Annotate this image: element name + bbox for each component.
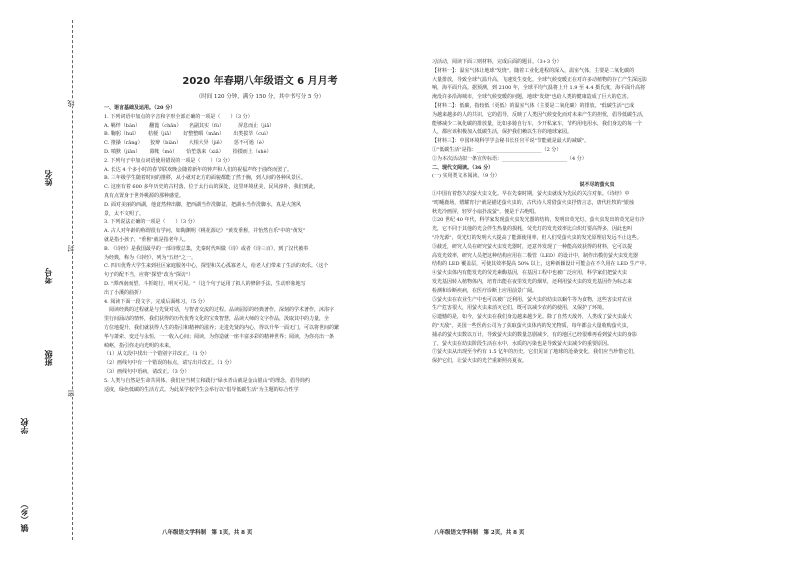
text-line: 检测和诊断疾病，在医疗诊断上应用前景广阔。 — [432, 287, 538, 294]
text-line: 句子的配不当，应将"探望"改为"探访"） — [104, 272, 194, 279]
text-line: 阅读经典的过程就是与先贤对话，与智者交流的过程。品读屈原的经典著作，深刻的学术著作，沐浴字 — [104, 307, 335, 314]
school-label: 学校 — [19, 418, 29, 434]
text-line: D. 面对美丽的西湖，他竟然伸出脚，把西湖当作洗脚盆，把湖水当作洗脚水，真是大煞风 — [104, 201, 302, 208]
text-line: "冷光源"，荧光灯的发明大大提高了能源使用率，但人们受萤火虫的发光原理启发远不止这些。 — [432, 234, 642, 241]
left-column — [104, 104, 422, 394]
seal-char-secret: 密 — [67, 390, 75, 397]
text-line: 4. 阅读下面一段文字，完成后面练习。（5 分） — [104, 298, 208, 305]
text-line: ②为本次活动拟一条宣传标语：__________________________（4 分） — [432, 155, 587, 162]
exam-subtitle: （时间 120 分钟，满分 150 分，其中书写分 5 分） — [195, 94, 325, 100]
text-line: 1. 下列词语中加点的字音和字形全部正确的一项是（ ）（3 分） — [104, 113, 253, 120]
text-line: 结构的 LED 覆盖层，可使其效率提高 50% 以上，这种新颖设计可能会在不久用在 LED 生产中。 — [432, 261, 650, 268]
text-line: ①"低碳生活"是指：__________________________（2 分） — [432, 146, 562, 153]
text-line: ②20 世纪 40 年代，科学家发现萤火虫发光器的结构，发明出荧光灯。萤火虫发出的荧光是有冷 — [432, 217, 645, 224]
text-line: B. 《诗经》是我国最早的一部诗歌总集，先秦时代叫做《诗》或者《诗三百》，到了汉代被奉 — [104, 245, 309, 252]
text-line: C. 推搡（rǎng） 狡辩（biàn） 大相大异（jiē） 惩不可遏（è） — [104, 140, 267, 147]
text-line: ⑥遗憾的是，如今，萤火虫在我们身边越来越少见。除了自然天敌外，人类成了萤火虫最大 — [432, 314, 633, 321]
text-line: A. 长达 4 个多小时的春节联欢晚会随着新年的钟声和人们的祝福声终于曲终而罢了。 — [104, 166, 293, 173]
text-line: 华与萧索、变迁与永恒，一一收入心间；阅读，为你造就一座丰富多彩的精神世界；阅读，为你亮出一条 — [104, 333, 335, 340]
page-footer-left: 八年级语文学科制 第 1页，共 8 页 — [162, 530, 253, 536]
text-line: 了，萤火虫在幼虫阶段生活在水中，水质的污染也是导致萤火虫减少的重要原因。 — [432, 340, 613, 347]
text-line: 【材料三】：中国环境科学学会秘书长任官平说"节能就是最大的减碳"。 — [432, 138, 590, 145]
text-line: 一、语言基础及运用。（20 分） — [104, 105, 176, 111]
text-line: 大量排放，导致全球气温升高，飞速发生变化。全球气候变暖正在对许多动植物的存亡产生深远影 — [432, 76, 648, 83]
text-line: 发光基因转入植物体内，培育出能在夜里发光的烟草，还利用萤火虫的发光基因作为标志来 — [432, 278, 633, 285]
text-line: 光，它不同于其他的光会伴生热量的损耗，荧光灯的发光效率比白炽灯要高得多，因此也叫 — [432, 226, 633, 233]
text-line: （2）画线句中有一个错误的标点，请写出并改正。（1 分） — [104, 360, 235, 367]
seal-char-line: 线 — [67, 100, 75, 107]
right-column — [432, 58, 762, 366]
text-line: 生产危害很大，用萤火虫来消灭它们，既可以减少农药的使用，又保护了环境。 — [432, 305, 608, 312]
text-line: 能够减少二氧化碳的排放量，比如多骑自行车，少开私家车，节约用电用水，我们身边的每一个 — [432, 120, 643, 127]
text-line: (一) 实用类文本阅读。（9 分） — [432, 173, 500, 180]
text-line: B. 鞠躬（huǐ） 桔梗（jiǎ） 好整整暇（mǎn） 出类拔萃（cuì） — [104, 131, 271, 138]
text-line: 响，海平面升高。据预测，到 2100 年，全球平均气温将上升 1.9 至 4.4 摄氏度，海平面升高将 — [432, 85, 646, 92]
name-label: 姓名 — [43, 170, 53, 186]
text-line: ④萤火虫体内有能发光的荧光素酶基因，在基因工程中也被广泛应用，科学家们把萤火虫 — [432, 270, 628, 277]
text-line: A. 古人对年龄的称谓很有学问，如陶渊明《桃花源记》"黄发垂髫，并怡然自乐"中的"黄发" — [104, 228, 305, 235]
text-line: ⑤萤火虫在农业生产中也可以被广泛利用，萤火虫的幼虫以蜗牛等为食物，这些害虫对农业 — [432, 296, 633, 303]
text-line: 的"天敌"。美国一些医药公司为了获取萤火虫体内的发光物质，每年都会大量收购萤火虫， — [432, 322, 632, 329]
text-line: 捕杀的萤火虫数以万计，导致萤火虫的数量急剧减少，有的地区已经很难再看到萤火虫的身影 — [432, 331, 638, 338]
text-line: （1）从文段中找出一个错别字并改正。（1 分） — [104, 351, 210, 358]
text-line: 说不尽的萤火虫 — [579, 182, 615, 189]
text-line: 保护它们，让萤火虫的光芒重新照亮夏夜。 — [432, 358, 528, 365]
text-line: 【材料一】：温室气体让地球"发烧"。随着工业化进程的深入，温室气体，主要是二氧化碳的 — [432, 67, 635, 74]
text-line: D. "潭西南而望，斗折蛇行，明灭可见。"（这个句子运用了拟人的修辞手法，生动形象地写 — [104, 280, 306, 287]
binding-margin — [0, 0, 84, 562]
text-line: 淹没许多沿海城市，全球气候变暖的问题，地球"发烧"也给人类的健康造成了巨大的危害。 — [432, 94, 632, 101]
text-line: ⑦萤火虫从出现至今约有 1.5 亿年的历史，它们见证了地球的沧桑变化，我们应当珍惜它们， — [432, 349, 639, 356]
text-line: "町畽鹿场，熠耀宵行"就是描述萤火虫的，古代诗人常借萤火虫抒情言志，唐代杜牧的"银烛 — [432, 199, 634, 206]
text-line: 秋光冷画屏，轻罗小扇扑流萤"，便是千古绝唱。 — [432, 208, 540, 215]
text-line: 高发光效率，研究人员把这种结构应用在二极管（LED）的设计中，制作出模仿萤火虫发光器 — [432, 252, 638, 259]
text-line: 里行间涌动的情怀，我们获得的历代优秀文化的宝贵智慧，品读大师的文字作品，汲取其中的力量，全 — [104, 316, 330, 323]
text-line: 适度，绿色低碳的生活方式。为此某学校学生会举行以"倡导低碳生活"为主题的综合性学 — [104, 386, 299, 393]
text-line: 出了小溪的曲折） — [104, 289, 145, 296]
text-line: 3. 下列说法正确的一项是（ ）（3 分） — [104, 219, 198, 226]
text-line: 为越来越多的人的共识，它的倡导，反映了人类因气候变化而对未来产生的担忧，倡导低碳生活， — [432, 111, 648, 118]
seal-char-seal: 封 — [67, 245, 75, 252]
text-line: A. 羁绊（bàn） 翻篦（chān） 名副其实（fù） 屏息而止（jiā） — [104, 122, 275, 129]
text-line: ①中国有着悠久的萤火虫文化。早在先秦时期，萤火虫就成为先民的关注对象。《诗经》中 — [432, 190, 630, 197]
class-label: 班级 — [43, 350, 53, 366]
text-line: C. 四川优秀大学生来到社区家庭服务中心，探望和关心孤寡老人，给老人们带来了生活的欢乐。（这个 — [104, 263, 329, 270]
text-line: 就是指小孩子，"垂髫"就是指老年人。 — [104, 236, 189, 243]
county-label: 镇（乡） — [19, 500, 29, 532]
text-line: 5. 人类与自然是生命共同体，我们应当树立和践行"绿水青山就是金山银山"的理念，倡导简约 — [104, 377, 310, 384]
number-label: 考号 — [43, 268, 53, 284]
text-line: 人，都应该积极加入低碳生活，保护我们赖以生存的地球家园。 — [432, 129, 573, 136]
exam-title: 2020 年春期八年级语文 6 月月考 — [182, 76, 338, 87]
text-line: 方位地提升，我们就获得人生的指引和精神的滋养；走进先贤的内心，得以升华一面无门，可以将世间的繁 — [104, 324, 340, 331]
text-line: B. 三年级学生随着时间的推移，从小就对北方的面貌都能了然于胸，到人间的各种风景区。 — [104, 175, 306, 182]
text-line: 景，太不文明了。 — [104, 210, 145, 217]
text-line: 二、现代文阅读。（36 分） — [432, 164, 494, 171]
text-line: 【材料二】：低碳，指较低（更低）的温室气体（主要是二氧化碳）的排放。"低碳生活"已成 — [432, 102, 635, 109]
text-line: 2. 下列句子中加点词语使用错误的一项是（ ）（3 分） — [104, 157, 233, 164]
text-line: D. 嗔默（jiān） 幕帐（mò） 恰笙落来（xiā） 拾掇而上（shè） — [104, 148, 272, 155]
text-line: （3）画线句中语病，请改正。（3 分） — [104, 368, 190, 375]
text-line: 为经典，称为《诗经》，列为"五经"之一。 — [104, 254, 197, 261]
text-line: 真有点置身于世外桃源的那种感觉。 — [104, 192, 185, 199]
text-line: C. 这座有着 600 多年历史的古村落，位于太行山的深处，这里环境优美，民风淳朴，我们到此， — [104, 184, 319, 191]
text-line: 习活动，阅读下面三则材料，完成后面的题目。（3+3 分） — [432, 59, 562, 65]
text-line: ③截近，研究人员在研究萤火虫发光器时，还意外发现了一种能高效获得的材料，它可以提 — [432, 243, 633, 250]
page-footer-right: 八年级语文学科制 第 2页，共 8 页 — [434, 530, 525, 536]
text-line: 崎岖，指引你走向光明的未来。 — [104, 342, 175, 349]
cut-line — [72, 20, 73, 540]
